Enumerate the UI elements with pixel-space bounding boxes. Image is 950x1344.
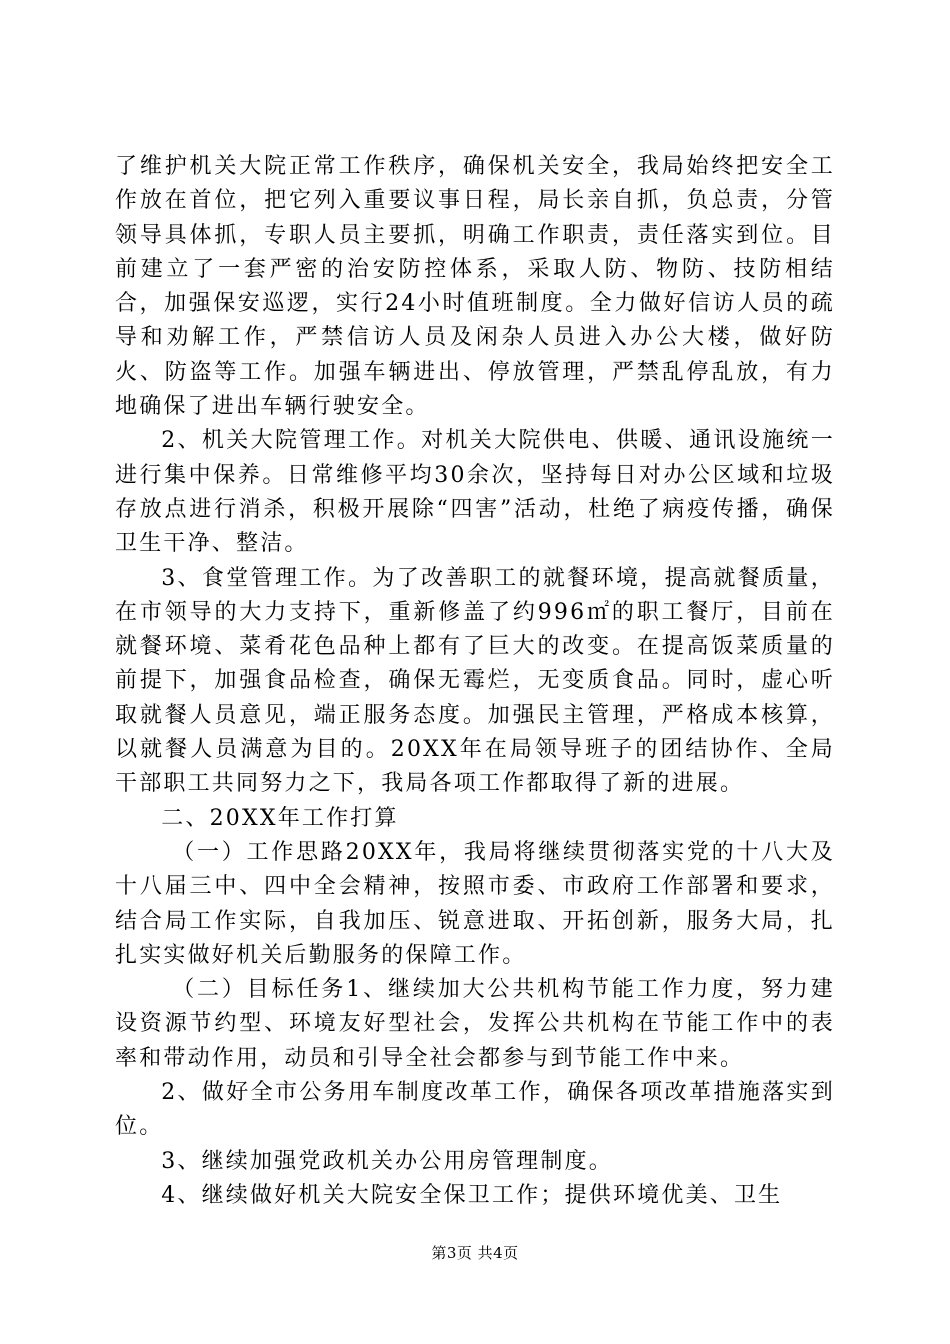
paragraph-security-work: 了维护机关大院正常工作秩序，确保机关安全，我局始终把安全工作放在首位，把它列入重要议事日程，局长亲自抓，负总责，分管领导具体抓，专职人员主要抓，明确工作职责，责任落实到位。目前建立了一套严密的治安防控体系，采取人防、物防、技防相结合，加强保安巡逻，实行24小时值班制度。全力做好信访人员的疏导和劝解工作，严禁信访人员及闲杂人员进入办公大楼，做好防火、防盗等工作。加强车辆进出、停放管理，严禁乱停乱放，有力地确保了进出车辆行驶安全。 [115, 154, 835, 420]
document-body [115, 150, 835, 1213]
section-heading-work-plan: 二、20XX年工作打算 [161, 805, 399, 831]
paragraph-work-approach: （一）工作思路20XX年，我局将继续贯彻落实党的十八大及十八届三中、四中全会精神，按照市委、市政府工作部署和要求，结合局工作实际，自我加压、锐意进取、开拓创新，服务大局，扎扎实实做好机关后勤服务的保障工作。 [115, 839, 835, 968]
paragraph-goals-task-2: 2、做好全市公务用车制度改革工作，确保各项改革措施落实到位。 [115, 1080, 835, 1140]
paragraph-goals-task-1: （二）目标任务1、继续加大公共机构节能工作力度，努力建设资源节约型、环境友好型社会，发挥公共机构在节能工作中的表率和带动作用，动员和引导全社会都参与到节能工作中来。 [115, 977, 835, 1071]
paragraph-compound-management: 2、机关大院管理工作。对机关大院供电、供暖、通讯设施统一进行集中保养。日常维修平均30余次，坚持每日对办公区域和垃圾存放点进行消杀，积极开展除“四害”活动，杜绝了病疫传播，确保卫生干净、整洁。 [115, 428, 835, 557]
paragraph-goals-task-4: 4、继续做好机关大院安全保卫工作；提供环境优美、卫生 [161, 1182, 783, 1208]
page-footer [0, 1242, 950, 1263]
paragraph-canteen-management: 3、食堂管理工作。为了改善职工的就餐环境，提高就餐质量，在市领导的大力支持下，重新修盖了约996㎡的职工餐厅，目前在就餐环境、菜肴花色品种上都有了巨大的改变。在提高饭菜质量的前提下，加强食品检查，确保无霉烂，无变质食品。同时，虚心听取就餐人员意见，端正服务态度。加强民主管理，严格成本核算，以就餐人员满意为目的。20XX年在局领导班子的团结协作、全局干部职工共同努力之下，我局各项工作都取得了新的进展。 [115, 565, 835, 797]
page-number: 第3页 共4页 [431, 1244, 519, 1262]
paragraph-goals-task-3: 3、继续加强党政机关办公用房管理制度。 [161, 1148, 613, 1174]
